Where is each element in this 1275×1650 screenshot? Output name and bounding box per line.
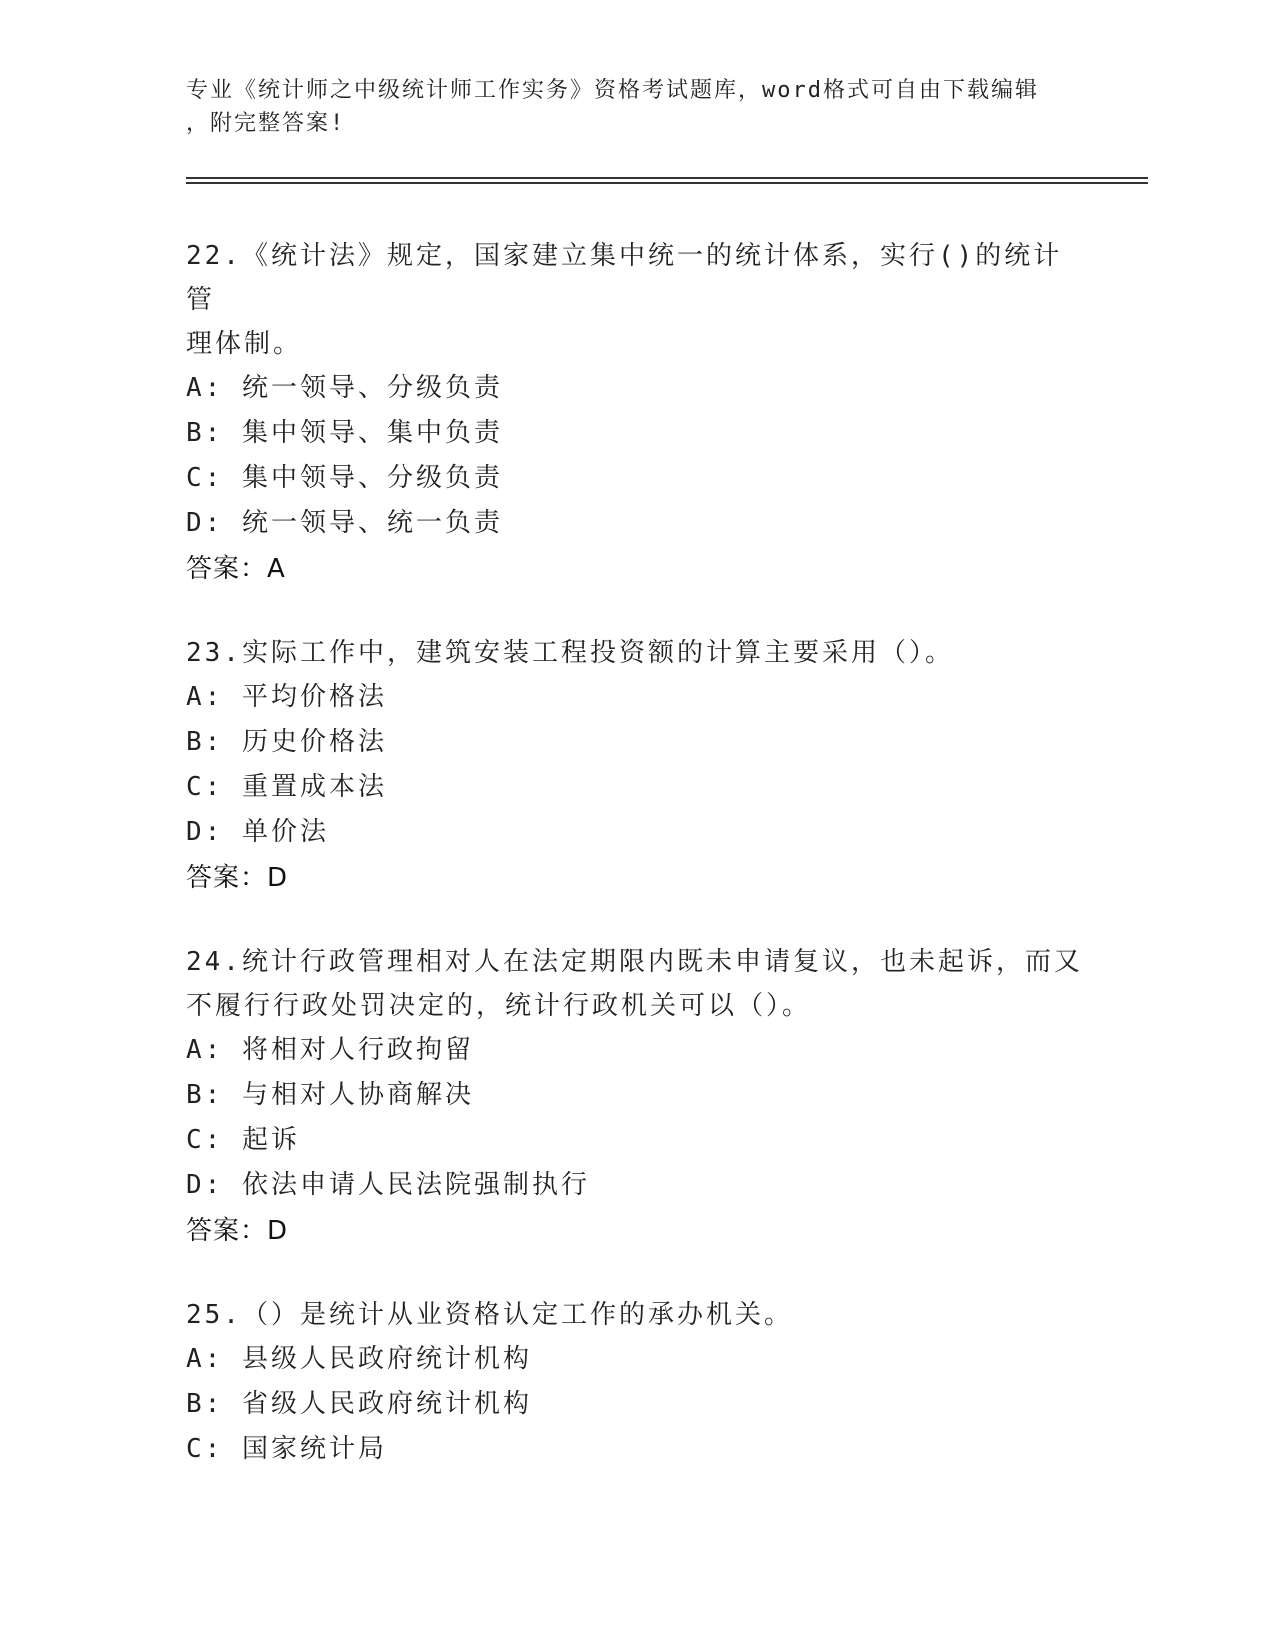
header-line-1: 专业《统计师之中级统计师工作实务》资格考试题库，word格式可自由下载编辑 [186, 78, 1039, 103]
option-a: A: 将相对人行政拘留 [186, 1035, 474, 1065]
question-22 [186, 234, 1086, 592]
option-c: C: 国家统计局 [186, 1434, 387, 1464]
option-d: D: 依法申请人民法院强制执行 [186, 1170, 590, 1200]
option-a: A: 统一领导、分级负责 [186, 373, 503, 403]
header-divider-bottom [186, 182, 1148, 184]
question-25 [186, 1293, 1086, 1472]
option-b: B: 与相对人协商解决 [186, 1080, 474, 1110]
question-stem [186, 1293, 1086, 1337]
option-a: A: 平均价格法 [186, 682, 387, 712]
question-24 [186, 940, 1086, 1254]
answer-label: 答案：D [186, 1216, 289, 1246]
option-d: D: 单价法 [186, 817, 329, 847]
option-b: B: 省级人民政府统计机构 [186, 1389, 532, 1419]
question-stem-line: 25.（）是统计从业资格认定工作的承办机关。 [186, 1300, 793, 1330]
document-header [186, 74, 1066, 140]
option-b: B: 集中领导、集中负责 [186, 418, 503, 448]
option-b: B: 历史价格法 [186, 727, 387, 757]
answer-label: 答案：A [186, 554, 286, 584]
option-a: A: 县级人民政府统计机构 [186, 1344, 532, 1374]
header-line-2: ，附完整答案! [186, 111, 346, 136]
question-stem [186, 940, 1086, 1028]
option-c: C: 集中领导、分级负责 [186, 463, 503, 493]
question-stem-line: 23.实际工作中，建筑安装工程投资额的计算主要采用（）。 [186, 638, 954, 668]
option-c: C: 重置成本法 [186, 772, 387, 802]
question-stem-line: 24.统计行政管理相对人在法定期限内既未申请复议，也未起诉，而又 [186, 947, 1083, 977]
question-stem-line: 理体制。 [186, 329, 303, 359]
question-stem [186, 631, 1086, 675]
question-list [186, 234, 1086, 1511]
header-divider-top [186, 177, 1148, 179]
option-c: C: 起诉 [186, 1125, 300, 1155]
answer-label: 答案：D [186, 863, 289, 893]
question-stem-line: 不履行行政处罚决定的，统计行政机关可以（）。 [186, 991, 812, 1021]
question-23 [186, 631, 1086, 901]
question-stem-line: 22.《统计法》规定，国家建立集中统一的统计体系，实行()的统计管 [186, 241, 1063, 315]
question-stem [186, 234, 1086, 366]
option-d: D: 统一领导、统一负责 [186, 508, 503, 538]
